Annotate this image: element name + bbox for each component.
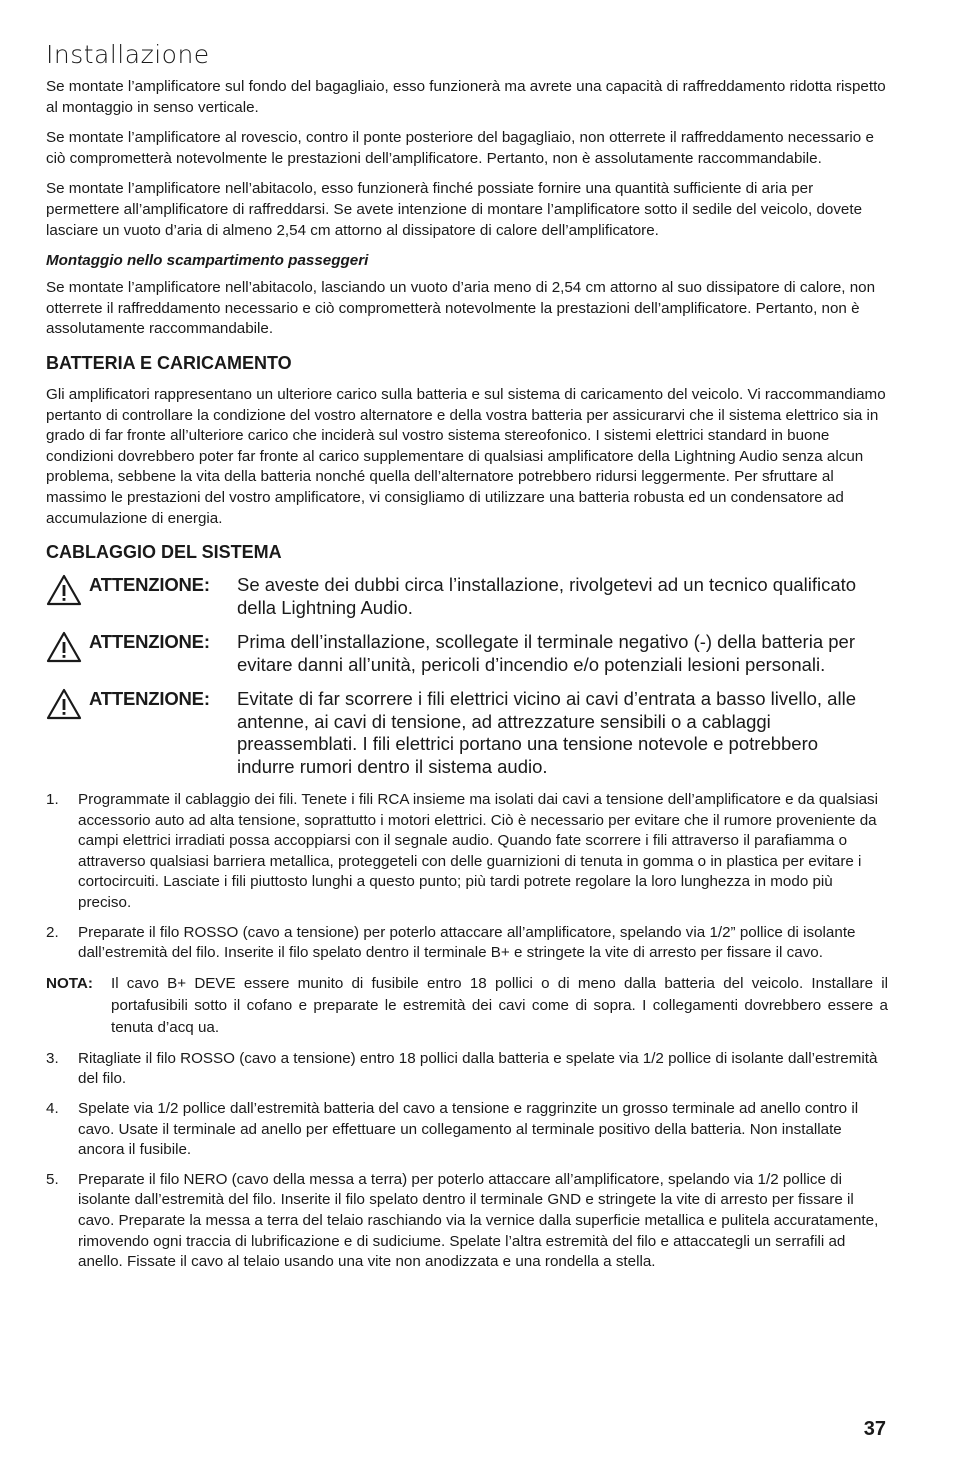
note-label: NOTA: bbox=[46, 974, 93, 992]
warning-text: Evitate di far scorrere i fili elettrici vicino ai cavi d’entrata a basso livello, alle antenne, ai cavi di tensione, ad attrezzature sensibili o a cablaggi preassemblati. I fili elettrici portano una tensione notevole e potrebbero indurre rumori dentro il sistema audio. bbox=[237, 688, 856, 777]
list-item-number: 3. bbox=[46, 1049, 59, 1067]
section-heading-battery: BATTERIA E CARICAMENTO bbox=[46, 352, 292, 373]
warning-block-1 bbox=[46, 574, 888, 619]
list-item-number: 5. bbox=[46, 1170, 59, 1188]
note-text: Il cavo B+ DEVE essere munito di fusibile entro 18 pollici o di meno dalla batteria del veicolo. Installare il portafusibili sotto il cofano e preparate le estremità dei cavi come di sopra. I collegamenti dovrebbero essere a tenuta d’acq ua. bbox=[111, 974, 888, 1036]
list-item bbox=[46, 1099, 888, 1161]
list-item-text: Ritagliate il filo ROSSO (cavo a tensione) entro 18 pollici dalla batteria e spelate via 1/2 pollice di isolante dall’estremità del filo. bbox=[78, 1049, 878, 1088]
page-title: Installazione bbox=[46, 40, 210, 69]
warning-block-2 bbox=[46, 631, 888, 676]
warning-text: Se aveste dei dubbi circa l’installazione, rivolgetevi ad un tecnico qualificato della Lightning Audio. bbox=[237, 574, 857, 618]
warning-triangle-icon bbox=[46, 631, 82, 663]
intro-paragraph-2: Se montate l’amplificatore al rovescio, contro il ponte posteriore del bagagliaio, non otterrete il raffreddamento necessario e ciò comprometterà notevolmente le prestazioni dell’amplificatore. Pertanto, non è assolutamente raccommandabile. bbox=[46, 129, 874, 167]
list-item-text: Spelate via 1/2 pollice dall’estremità batteria del cavo a tensione e raggrinzite un grosso terminale ad anello contro il cavo. Usate il terminale ad anello per effettuare un collegamento al terminale positivo della batteria. Non installate ancora il fusibile. bbox=[78, 1100, 859, 1159]
intro-paragraph-3: Se montate l’amplificatore nell’abitacolo, esso funzionerà finché possiate fornire una quantità sufficiente di aria per permettere all’amplificatore di raffreddarsi. Se avete intenzione di montare l’amplificatore sotto il sedile del veicolo, dovete lasciare un vuoto d’aria di almeno 2,54 cm attorno al dissipatore di calore dell’amplificatore. bbox=[46, 180, 863, 239]
warning-text: Prima dell’installazione, scollegate il terminale negativo (-) della batteria per evitare danni all’unità, pericoli d’incendio e/o potenziali lesioni personali. bbox=[237, 631, 855, 675]
list-item-text: Preparate il filo NERO (cavo della messa a terra) per poterlo attaccare all’amplificatore, spelando via 1/2 pollice di isolante dall’estremità del filo. Inserite il filo spelato dentro il terminale GND e stringete la vite di arresto per fissare il cavo. Preparate la messa a terra del telaio raschiando via la vernice dalla superficie metallica e pulitela accuratamente, rimovendo ogni traccia di lubrificazione e di sudiciume. Spelate l’altra estremità del filo e attaccategli un serrafili ad anello. Fissate il cavo al telaio usando una vite non anodizzata e una rondella a stella. bbox=[78, 1170, 879, 1271]
list-item bbox=[46, 923, 888, 964]
list-item bbox=[46, 1049, 888, 1090]
subheading-passenger-mounting: Montaggio nello scampartimento passeggeri bbox=[46, 252, 369, 270]
numbered-steps-continued bbox=[46, 1049, 888, 1273]
note-block bbox=[46, 973, 888, 1039]
intro-paragraph-1: Se montate l’amplificatore sul fondo del bagagliaio, esso funzionerà ma avrete una capacità di raffreddamento ridotta rispetto al montaggio in senso verticale. bbox=[46, 78, 886, 116]
warning-triangle-icon bbox=[46, 688, 82, 720]
section-heading-wiring: CABLAGGIO DEL SISTEMA bbox=[46, 542, 282, 563]
passenger-mounting-paragraph: Se montate l’amplificatore nell’abitacolo, lasciando un vuoto d’aria meno di 2,54 cm attorno al suo dissipatore di calore, non otterrete il raffreddamento necessario e ciò comprometterà notevolmente la prestazioni dell’amplificatore. Pertanto, non è assolutamente raccommandabile. bbox=[46, 279, 876, 338]
warning-label: ATTENZIONE: bbox=[89, 688, 210, 710]
warning-label: ATTENZIONE: bbox=[89, 631, 210, 653]
list-item bbox=[46, 1170, 888, 1273]
battery-paragraph: Gli amplificatori rappresentano un ulteriore carico sulla batteria e sul sistema di caricamento del veicolo. Vi raccommandiamo pertanto di controllare la condizione del vostro alternatore e della vostra batteria per assicurarvi che il sistema elettrico sia in grado di far fronte all’ulteriore carico che inciderà sul vostro sistema stereofonico. I sistemi elettrici standard in buone condizioni dovrebbero poter far fronte al carico supplementare di qualsiasi amplificatore della Lightning Audio senza alcun problema, sebbene la vita della batteria nonché quella dell’alternatore potrebbero ridursi leggermente. Per sfruttare al massimo le prestazioni del vostro amplificatore, vi consigliamo di utilizzare una batteria robusta ed un condensatore ad accumulazione di energia. bbox=[46, 385, 886, 527]
list-item bbox=[46, 790, 888, 914]
list-item-text: Preparate il filo ROSSO (cavo a tensione) per poterlo attaccare all’amplificatore, spelando via 1/2” pollice di isolante dall’estremità del filo. Inserite il filo spelato dentro il terminale B+ e stringete la vite di arresto per fissare il cavo. bbox=[78, 923, 856, 962]
list-item-number: 4. bbox=[46, 1100, 59, 1118]
list-item-text: Programmate il cablaggio dei fili. Tenete i fili RCA insieme ma isolati dai cavi a tensione dell’amplificatore e da qualsiasi accessorio auto ad alta tensione, soprattutto i motori elettrici. Ciò è necessario per evitare che il rumore proveniente da campi elettrici irradiati possa accoppiarsi con il segnale audio. Quando fate scorrere i fili attraverso il parafiamma o attraverso qualsiasi barriera metallica, proteggeteli con delle guarnizioni di tenuta in gomma o in plastica per evitare i cortocircuiti. Lasciate i fili piuttosto lunghi a questo punto; più tardi potrete regolare la loro lunghezza in modo più preciso. bbox=[78, 791, 878, 912]
warning-triangle-icon bbox=[46, 574, 82, 606]
numbered-steps bbox=[46, 790, 888, 964]
list-item-number: 1. bbox=[46, 791, 59, 809]
warning-label: ATTENZIONE: bbox=[89, 574, 210, 596]
document-page bbox=[46, 40, 888, 1282]
page-number: 37 bbox=[863, 1418, 886, 1440]
warning-block-3 bbox=[46, 688, 888, 778]
list-item-number: 2. bbox=[46, 923, 59, 941]
